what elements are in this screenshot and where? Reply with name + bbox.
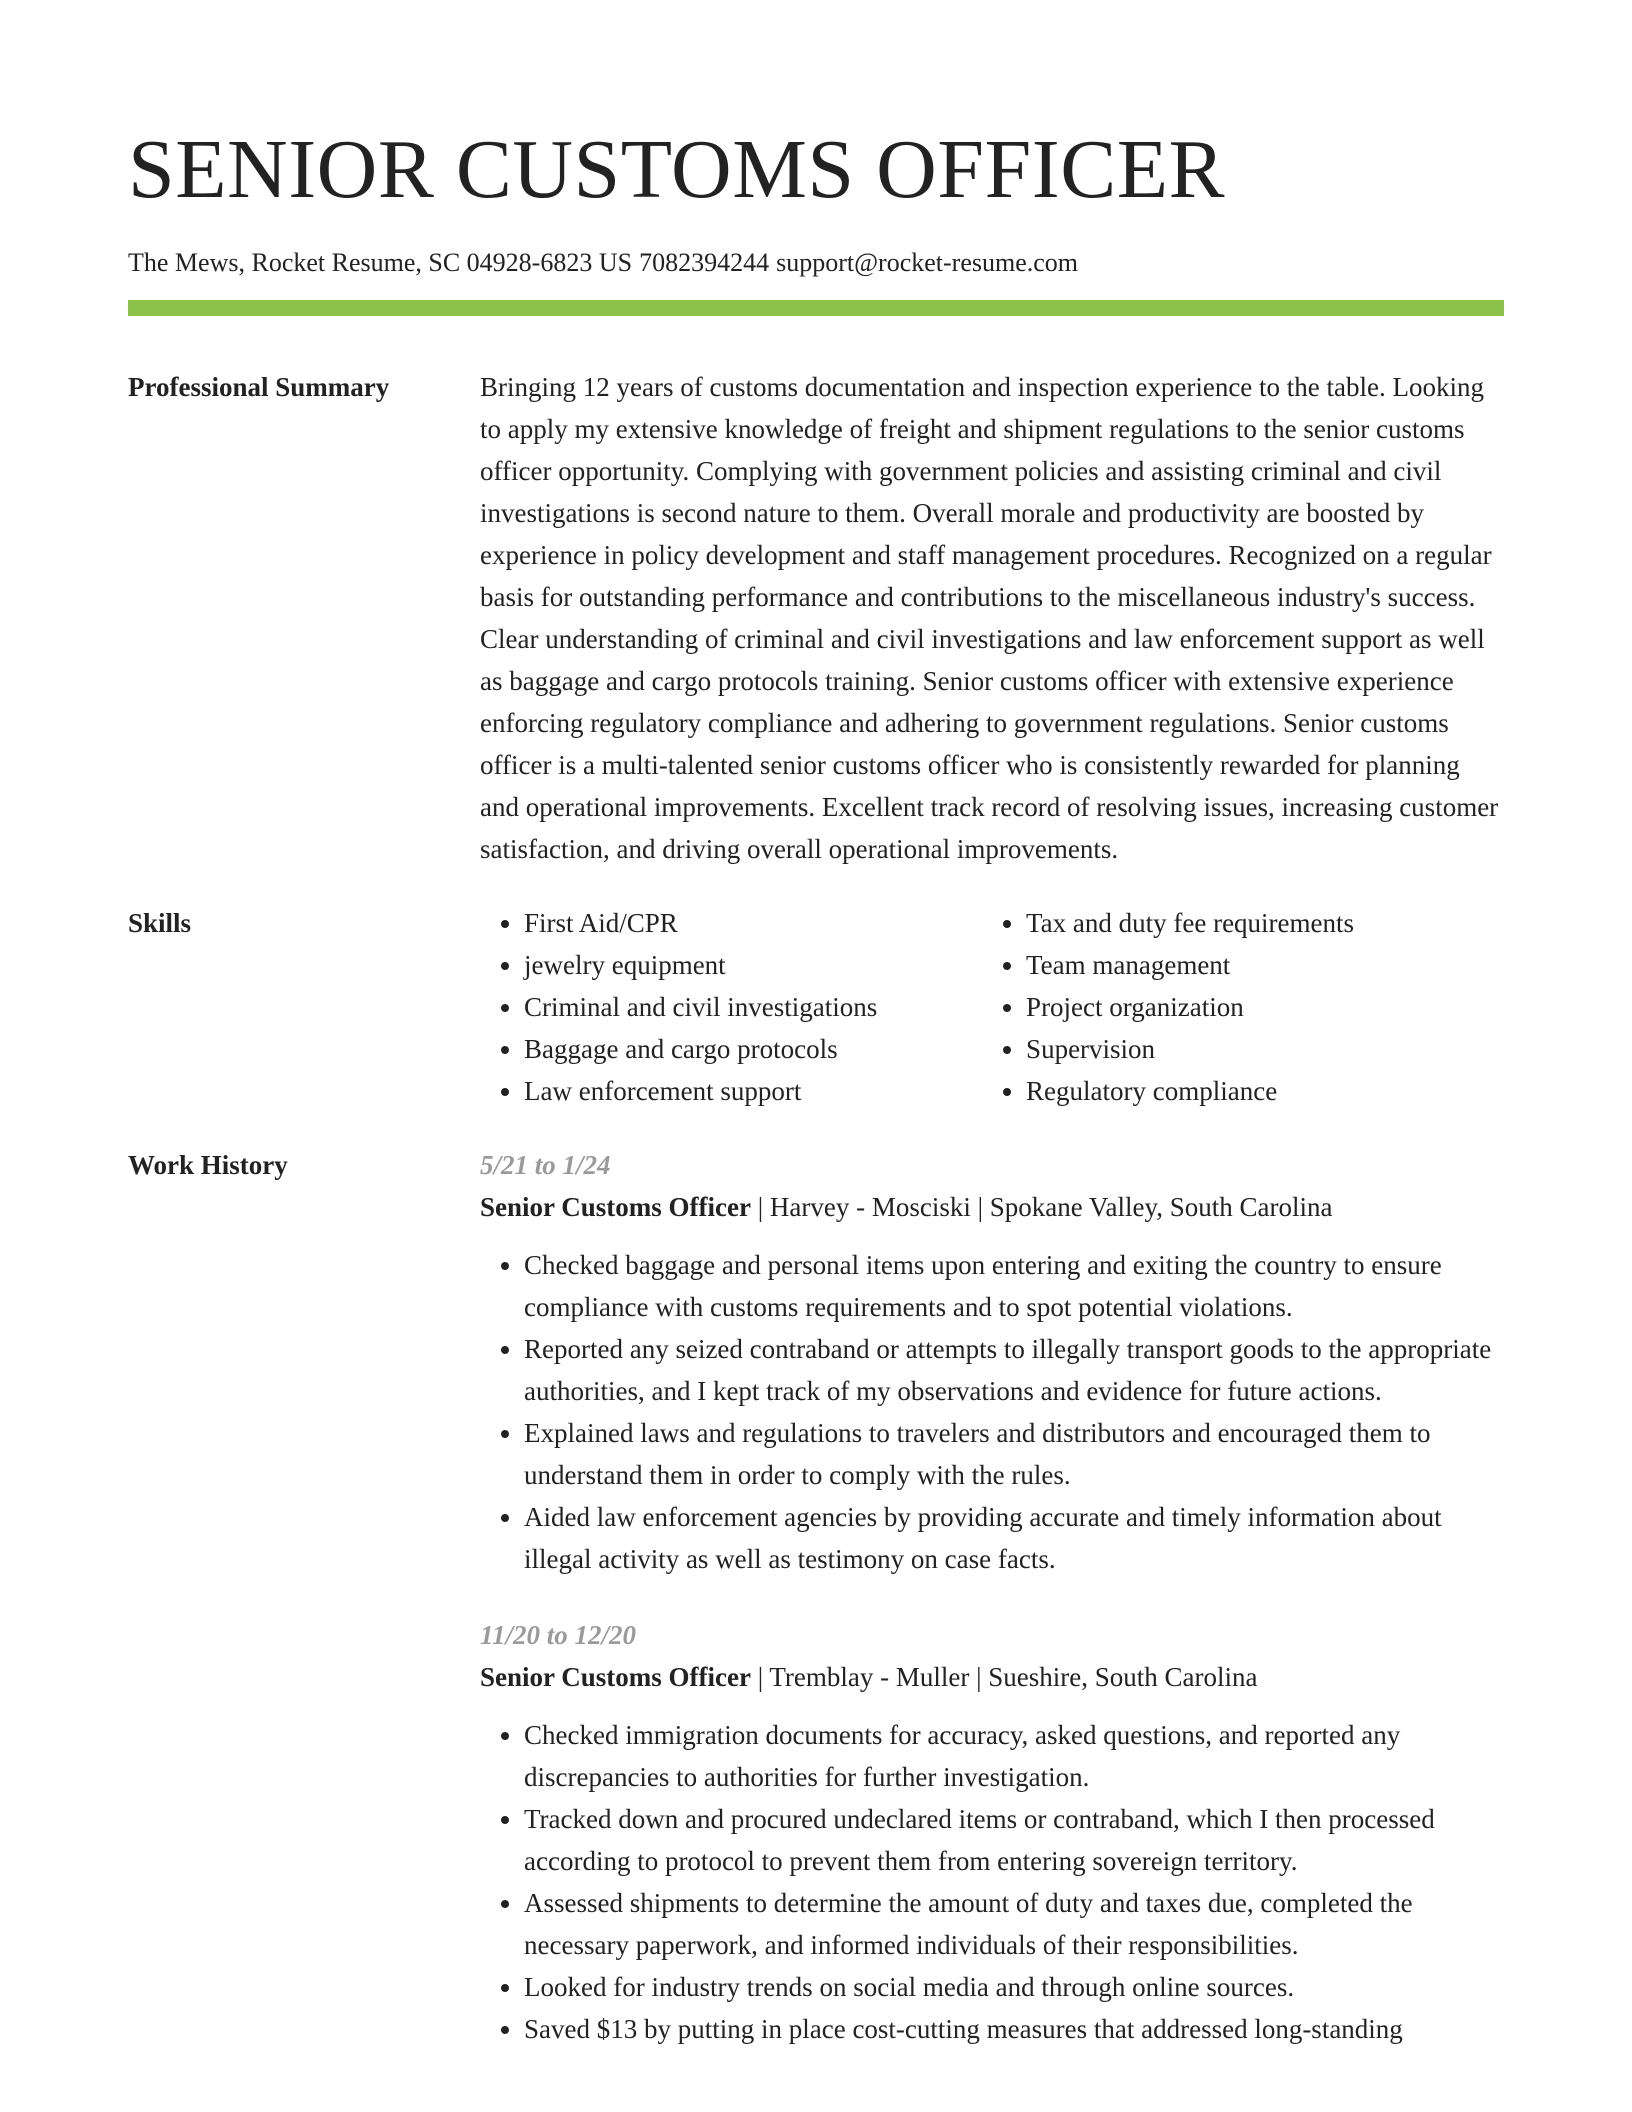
job-entry (480, 1614, 1504, 2050)
job-employer-location: | Tremblay - Muller | Sueshire, South Carolina (750, 1662, 1258, 1692)
skill-item: • Criminal and civil investigations (524, 986, 982, 1028)
skill-item: • Regulatory compliance (1026, 1070, 1504, 1112)
job-employer-location: | Harvey - Mosciski | Spokane Valley, South Carolina (750, 1192, 1333, 1222)
job-dates: 5/21 to 1/24 (480, 1150, 611, 1180)
work-history-section (128, 1144, 1504, 2050)
contact-line (128, 246, 1504, 280)
contact-phone: 7082394244 (639, 248, 770, 277)
job-dates: 11/20 to 12/20 (480, 1620, 637, 1650)
skill-item: • Project organization (1026, 986, 1504, 1028)
section-heading-skills: Skills (128, 908, 192, 938)
section-heading-professional-summary: Professional Summary (128, 372, 390, 402)
job-bullet: • Explained laws and regulations to travelers and distributors and encouraged them to understand them in order to comply with the rules. (524, 1412, 1504, 1496)
skill-item: • Baggage and cargo protocols (524, 1028, 982, 1070)
skills-list-right (982, 902, 1504, 1112)
resume-document (128, 0, 1504, 2050)
job-bullet: • Looked for industry trends on social media and through online sources. (524, 1966, 1504, 2008)
job-bullets (480, 1714, 1504, 2050)
job-bullet: • Assessed shipments to determine the amount of duty and taxes due, completed the necessary paperwork, and informed individuals of their responsibilities. (524, 1882, 1504, 1966)
summary-text: Bringing 12 years of customs documentation and inspection experience to the table. Looking to apply my extensive knowledge of freight and shipment regulations to the senior customs officer opportunity. Complying with government policies and assisting criminal and civil investigations is second nature to them. Overall morale and productivity are boosted by experience in policy development and staff management procedures. Recognized on a regular basis for outstanding performance and contributions to the miscellaneous industry's success. Clear understanding of criminal and civil investigations and law enforcement support as well as baggage and cargo protocols training. Senior customs officer with extensive experience enforcing regulatory compliance and adhering to government regulations. Senior customs officer is a multi-talented senior customs officer who is consistently rewarded for planning and operational improvements. Excellent track record of resolving issues, increasing customer satisfaction, and driving overall operational improvements. (480, 372, 1499, 864)
skill-item: • Tax and duty fee requirements (1026, 902, 1504, 944)
skills-list-left (480, 902, 982, 1112)
job-bullet: • Checked immigration documents for accuracy, asked questions, and reported any discrepancies to authorities for further investigation. (524, 1714, 1504, 1798)
skills-body (480, 902, 1504, 1112)
skill-item: • Law enforcement support (524, 1070, 982, 1112)
job-heading (480, 1186, 1504, 1228)
job-bullets (480, 1244, 1504, 1580)
contact-address: The Mews, Rocket Resume, SC 04928-6823 US (128, 248, 633, 277)
skill-item: • Team management (1026, 944, 1504, 986)
contact-email: support@rocket-resume.com (776, 248, 1079, 277)
professional-summary-section (128, 366, 1504, 870)
job-bullet: • Reported any seized contraband or attempts to illegally transport goods to the appropriate authorities, and I kept track of my observations and evidence for future actions. (524, 1328, 1504, 1412)
job-bullet: • Aided law enforcement agencies by providing accurate and timely information about illegal activity as well as testimony on case facts. (524, 1496, 1504, 1580)
skill-item: • First Aid/CPR (524, 902, 982, 944)
skills-section (128, 902, 1504, 1112)
job-bullet: • Checked baggage and personal items upon entering and exiting the country to ensure compliance with customs requirements and to spot potential violations. (524, 1244, 1504, 1328)
job-bullet: • Saved $13 by putting in place cost-cutting measures that addressed long-standing (524, 2008, 1504, 2050)
header-divider (128, 300, 1504, 316)
resume-title: SENIOR CUSTOMS OFFICER (128, 123, 1226, 216)
summary-body (480, 366, 1504, 870)
skill-item: • jewelry equipment (524, 944, 982, 986)
skill-item: • Supervision (1026, 1028, 1504, 1070)
job-entry (480, 1144, 1504, 1580)
job-heading (480, 1656, 1504, 1698)
job-title: Senior Customs Officer (480, 1192, 751, 1222)
work-history-body (480, 1144, 1504, 2050)
job-title: Senior Customs Officer (480, 1662, 751, 1692)
job-bullet: • Tracked down and procured undeclared items or contraband, which I then processed according to protocol to prevent them from entering sovereign territory. (524, 1798, 1504, 1882)
section-heading-work-history: Work History (128, 1150, 288, 1180)
